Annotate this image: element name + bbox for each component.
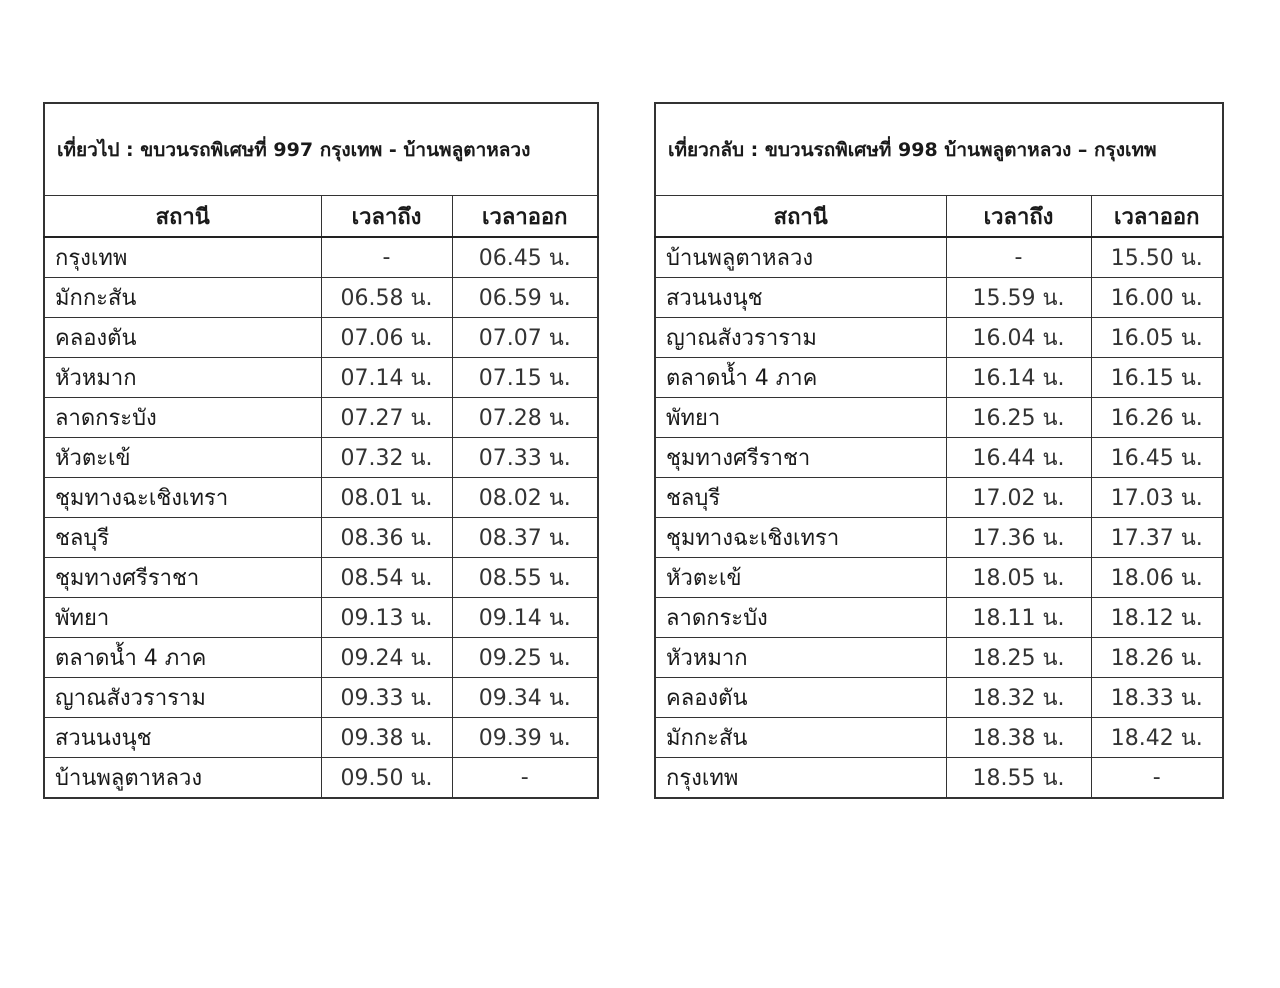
arrival-time-cell: 18.11 น.: [946, 598, 1091, 638]
station-cell: ชุมทางฉะเชิงเทรา: [44, 478, 321, 518]
return-title: เที่ยวกลับ : ขบวนรถพิเศษที่ 998 บ้านพลูตาหลวง – กรุงเทพ: [655, 103, 1223, 196]
outbound-timetable: [43, 102, 599, 799]
arrival-time-cell: 08.36 น.: [321, 518, 452, 558]
table-row: [655, 558, 1223, 598]
station-header: สถานี: [44, 196, 321, 238]
departure-time-cell: 08.55 น.: [452, 558, 598, 598]
arrival-time-cell: -: [946, 237, 1091, 278]
departure-time-cell: -: [452, 758, 598, 799]
station-cell: พัทยา: [655, 398, 946, 438]
table-row: [44, 558, 598, 598]
table-row: [44, 438, 598, 478]
table-row: [44, 758, 598, 799]
station-cell: ลาดกระบัง: [44, 398, 321, 438]
table-row: [44, 278, 598, 318]
arrival-time-cell: 09.38 น.: [321, 718, 452, 758]
table-row: [655, 638, 1223, 678]
table-row: [655, 478, 1223, 518]
return-rows: [655, 237, 1223, 798]
station-cell: พัทยา: [44, 598, 321, 638]
arrival-time-cell: 18.32 น.: [946, 678, 1091, 718]
return-timetable: [654, 102, 1224, 799]
table-row: [44, 718, 598, 758]
arrival-time-cell: 07.06 น.: [321, 318, 452, 358]
departure-time-cell: 17.03 น.: [1091, 478, 1223, 518]
table-row: [655, 518, 1223, 558]
arrival-header: เวลาถึง: [321, 196, 452, 238]
departure-time-cell: 18.33 น.: [1091, 678, 1223, 718]
departure-time-cell: 09.25 น.: [452, 638, 598, 678]
station-cell: หัวหมาก: [655, 638, 946, 678]
station-cell: ลาดกระบัง: [655, 598, 946, 638]
table-row: [44, 598, 598, 638]
station-cell: กรุงเทพ: [655, 758, 946, 799]
arrival-time-cell: 09.33 น.: [321, 678, 452, 718]
arrival-time-cell: 16.14 น.: [946, 358, 1091, 398]
table-row: [655, 358, 1223, 398]
arrival-time-cell: 15.59 น.: [946, 278, 1091, 318]
arrival-time-cell: 17.02 น.: [946, 478, 1091, 518]
arrival-time-cell: 18.38 น.: [946, 718, 1091, 758]
station-cell: ชลบุรี: [44, 518, 321, 558]
departure-time-cell: 15.50 น.: [1091, 237, 1223, 278]
table-row: [655, 237, 1223, 278]
departure-time-cell: 06.59 น.: [452, 278, 598, 318]
table-row: [44, 398, 598, 438]
table-row: [44, 478, 598, 518]
departure-time-cell: 16.00 น.: [1091, 278, 1223, 318]
departure-time-cell: 07.28 น.: [452, 398, 598, 438]
departure-time-cell: 07.07 น.: [452, 318, 598, 358]
departure-time-cell: 18.06 น.: [1091, 558, 1223, 598]
table-row: [655, 598, 1223, 638]
departure-time-cell: 06.45 น.: [452, 237, 598, 278]
table-row: [44, 518, 598, 558]
station-cell: ตลาดน้ำ 4 ภาค: [44, 638, 321, 678]
station-cell: กรุงเทพ: [44, 237, 321, 278]
station-cell: คลองตัน: [44, 318, 321, 358]
arrival-time-cell: 18.05 น.: [946, 558, 1091, 598]
station-cell: ตลาดน้ำ 4 ภาค: [655, 358, 946, 398]
table-row: [44, 318, 598, 358]
arrival-time-cell: 08.54 น.: [321, 558, 452, 598]
station-cell: มักกะสัน: [44, 278, 321, 318]
arrival-time-cell: 09.50 น.: [321, 758, 452, 799]
table-row: [44, 358, 598, 398]
arrival-time-cell: 18.25 น.: [946, 638, 1091, 678]
table-row: [655, 278, 1223, 318]
departure-time-cell: 07.15 น.: [452, 358, 598, 398]
departure-time-cell: 09.39 น.: [452, 718, 598, 758]
station-cell: ชลบุรี: [655, 478, 946, 518]
table-row: [655, 758, 1223, 799]
arrival-time-cell: 09.13 น.: [321, 598, 452, 638]
station-cell: ญาณสังวราราม: [44, 678, 321, 718]
station-cell: หัวตะเข้: [655, 558, 946, 598]
departure-time-cell: 18.12 น.: [1091, 598, 1223, 638]
departure-header: เวลาออก: [452, 196, 598, 238]
departure-time-cell: 09.14 น.: [452, 598, 598, 638]
outbound-title: เที่ยวไป : ขบวนรถพิเศษที่ 997 กรุงเทพ - บ้านพลูตาหลวง: [44, 103, 598, 196]
arrival-time-cell: 07.32 น.: [321, 438, 452, 478]
station-cell: ชุมทางฉะเชิงเทรา: [655, 518, 946, 558]
arrival-time-cell: 07.27 น.: [321, 398, 452, 438]
station-cell: หัวหมาก: [44, 358, 321, 398]
departure-time-cell: 07.33 น.: [452, 438, 598, 478]
arrival-time-cell: 07.14 น.: [321, 358, 452, 398]
station-cell: สวนนงนุช: [655, 278, 946, 318]
departure-time-cell: 17.37 น.: [1091, 518, 1223, 558]
departure-time-cell: 16.26 น.: [1091, 398, 1223, 438]
station-cell: บ้านพลูตาหลวง: [655, 237, 946, 278]
arrival-time-cell: 09.24 น.: [321, 638, 452, 678]
station-cell: ชุมทางศรีราชา: [44, 558, 321, 598]
station-cell: หัวตะเข้: [44, 438, 321, 478]
arrival-time-cell: -: [321, 237, 452, 278]
station-cell: สวนนงนุช: [44, 718, 321, 758]
table-row: [655, 318, 1223, 358]
table-row: [44, 678, 598, 718]
arrival-time-cell: 18.55 น.: [946, 758, 1091, 799]
station-cell: ชุมทางศรีราชา: [655, 438, 946, 478]
arrival-time-cell: 16.25 น.: [946, 398, 1091, 438]
table-row: [655, 718, 1223, 758]
departure-time-cell: 09.34 น.: [452, 678, 598, 718]
arrival-time-cell: 06.58 น.: [321, 278, 452, 318]
arrival-header: เวลาถึง: [946, 196, 1091, 238]
station-cell: ญาณสังวราราม: [655, 318, 946, 358]
departure-header: เวลาออก: [1091, 196, 1223, 238]
arrival-time-cell: 16.44 น.: [946, 438, 1091, 478]
station-cell: มักกะสัน: [655, 718, 946, 758]
table-row: [44, 237, 598, 278]
departure-time-cell: -: [1091, 758, 1223, 799]
station-header: สถานี: [655, 196, 946, 238]
table-row: [655, 438, 1223, 478]
arrival-time-cell: 08.01 น.: [321, 478, 452, 518]
station-cell: คลองตัน: [655, 678, 946, 718]
departure-time-cell: 16.45 น.: [1091, 438, 1223, 478]
departure-time-cell: 18.42 น.: [1091, 718, 1223, 758]
table-row: [44, 638, 598, 678]
arrival-time-cell: 16.04 น.: [946, 318, 1091, 358]
departure-time-cell: 18.26 น.: [1091, 638, 1223, 678]
arrival-time-cell: 17.36 น.: [946, 518, 1091, 558]
departure-time-cell: 08.37 น.: [452, 518, 598, 558]
departure-time-cell: 16.15 น.: [1091, 358, 1223, 398]
station-cell: บ้านพลูตาหลวง: [44, 758, 321, 799]
departure-time-cell: 16.05 น.: [1091, 318, 1223, 358]
departure-time-cell: 08.02 น.: [452, 478, 598, 518]
outbound-rows: [44, 237, 598, 798]
table-row: [655, 678, 1223, 718]
table-row: [655, 398, 1223, 438]
